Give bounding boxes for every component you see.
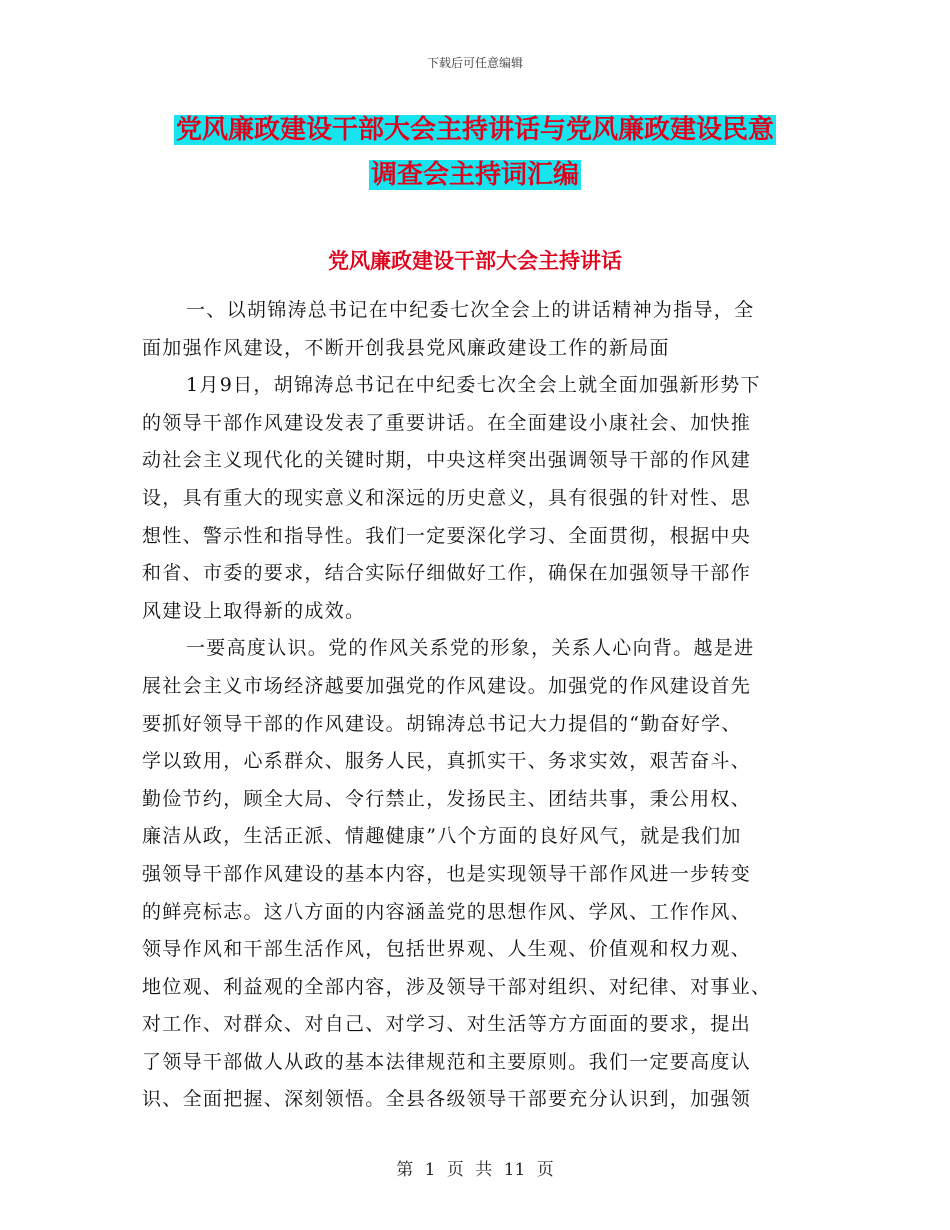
page-footer: 第 1 页 共 11 页 [396, 1160, 554, 1180]
section-title: 党风廉政建设干部大会主持讲话 [328, 249, 622, 273]
text-line: 展社会主义市场经济越要加强党的作风建设。加强党的作风建设首先 [142, 674, 752, 697]
text-line: 要抓好领导干部的作风建设。胡锦涛总书记大力提倡的“勤奋好学、 [142, 712, 742, 735]
body-text [142, 292, 802, 1119]
text-line: 地位观、利益观的全部内容，涉及领导干部对组织、对纪律、对事业、 [142, 975, 772, 998]
text-line: 了领导干部做人从政的基本法律规范和主要原则。我们一定要高度认 [142, 1050, 752, 1073]
document-title [0, 108, 950, 198]
text-line: 对工作、对群众、对自己、对学习、对生活等方方面面的要求，提出 [142, 1013, 752, 1036]
text-line: 风建设上取得新的成效。 [142, 599, 366, 622]
text-line: 的鲜亮标志。这八方面的内容涵盖党的思想作风、学风、工作作风、 [142, 900, 752, 923]
text-line: 想性、警示性和指导性。我们一定要深化学习、全面贯彻，根据中央 [142, 524, 752, 547]
text-line: 一、以胡锦涛总书记在中纪委七次全会上的讲话精神为指导，全 [186, 299, 755, 321]
text-line: 学以致用，心系群众、服务人民，真抓实干、务求实效，艰苦奋斗、 [142, 750, 752, 773]
text-line: 1月9日，胡锦涛总书记在中纪委七次全会上就全面加强新形势下 [186, 374, 761, 397]
text-line: 强领导干部作风建设的基本内容，也是实现领导干部作风进一步转变 [142, 862, 752, 885]
text-line: 和省、市委的要求，结合实际仔细做好工作，确保在加强领导干部作 [142, 562, 752, 585]
text-line: 的领导干部作风建设发表了重要讲话。在全面建设小康社会、加快推 [142, 411, 752, 434]
title-line-1: 党风廉政建设干部大会主持讲话与党风廉政建设民意 [175, 115, 774, 145]
text-line: 动社会主义现代化的关键时期，中央这样突出强调领导干部的作风建 [142, 449, 752, 472]
text-line: 廉洁从政，生活正派、情趣健康”八个方面的良好风气，就是我们加 [142, 825, 742, 848]
text-line: 领导作风和干部生活作风，包括世界观、人生观、价值观和权力观、 [142, 938, 752, 961]
text-line: 勤俭节约，顾全大局、令行禁止，发扬民主、团结共事，秉公用权、 [142, 787, 752, 810]
text-line: 面加强作风建设，不断开创我县党风廉政建设工作的新局面 [142, 336, 670, 359]
title-line-2: 调查会主持词汇编 [370, 160, 579, 190]
text-line: 一要高度认识。党的作风关系党的形象，关系人心向背。越是进 [186, 637, 755, 660]
header-note: 下载后可任意编辑 [426, 56, 523, 70]
text-line: 识、全面把握、深刻领悟。全县各级领导干部要充分认识到，加强领 [142, 1088, 752, 1111]
text-line: 设，具有重大的现实意义和深远的历史意义，具有很强的针对性、思 [142, 486, 752, 509]
